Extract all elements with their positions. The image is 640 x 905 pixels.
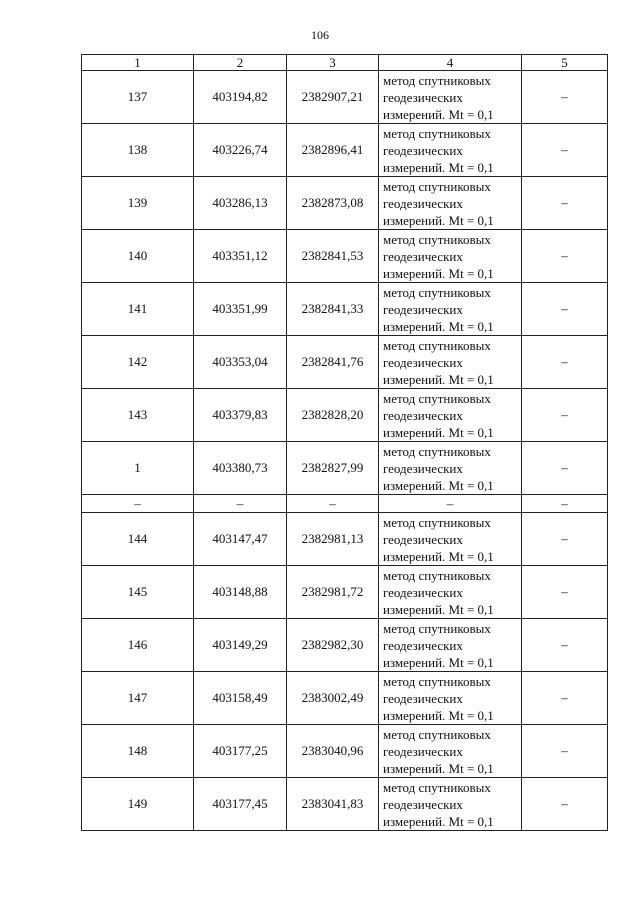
table-row (82, 566, 608, 619)
point-number-cell: 137 (82, 71, 194, 124)
note-cell: – (522, 283, 608, 336)
point-number-cell: 138 (82, 124, 194, 177)
note-cell: – (522, 71, 608, 124)
y-coordinate-cell: 2382841,33 (287, 283, 379, 336)
method-line: метод спутниковых (383, 514, 491, 530)
x-coordinate-cell: 403158,49 (194, 672, 287, 725)
method-line: метод спутниковых (383, 390, 491, 406)
table-row (82, 124, 608, 177)
separator-row (82, 495, 608, 513)
method-line: геодезических (383, 531, 463, 547)
method-line: измерений. Mt = 0,1 (383, 424, 494, 440)
table-row (82, 389, 608, 442)
x-coordinate-cell: 403351,99 (194, 283, 287, 336)
method-cell (379, 336, 522, 389)
note-cell: – (522, 389, 608, 442)
method-line: измерений. Mt = 0,1 (383, 654, 494, 670)
point-number-cell: 146 (82, 619, 194, 672)
method-line: метод спутниковых (383, 337, 491, 353)
method-cell (379, 230, 522, 283)
y-coordinate-cell: 2382841,53 (287, 230, 379, 283)
method-line: метод спутниковых (383, 620, 491, 636)
table-row (82, 778, 608, 831)
separator-cell: – (522, 495, 608, 513)
method-line: измерений. Mt = 0,1 (383, 707, 494, 723)
method-line: метод спутниковых (383, 284, 491, 300)
method-line: геодезических (383, 460, 463, 476)
method-line: измерений. Mt = 0,1 (383, 813, 494, 829)
column-header: 1 (82, 55, 194, 71)
method-cell (379, 442, 522, 495)
x-coordinate-cell: 403177,45 (194, 778, 287, 831)
method-line: измерений. Mt = 0,1 (383, 265, 494, 281)
x-coordinate-cell: 403194,82 (194, 71, 287, 124)
note-cell: – (522, 230, 608, 283)
method-line: метод спутниковых (383, 178, 491, 194)
note-cell: – (522, 336, 608, 389)
method-cell (379, 513, 522, 566)
method-cell (379, 389, 522, 442)
method-cell (379, 177, 522, 230)
method-line: измерений. Mt = 0,1 (383, 212, 494, 228)
note-cell: – (522, 778, 608, 831)
method-line: геодезических (383, 584, 463, 600)
method-line: геодезических (383, 743, 463, 759)
x-coordinate-cell: 403286,13 (194, 177, 287, 230)
point-number-cell: 142 (82, 336, 194, 389)
table-row (82, 619, 608, 672)
method-line: метод спутниковых (383, 726, 491, 742)
column-header: 5 (522, 55, 608, 71)
separator-cell: – (82, 495, 194, 513)
point-number-cell: 1 (82, 442, 194, 495)
x-coordinate-cell: 403353,04 (194, 336, 287, 389)
method-cell (379, 283, 522, 336)
y-coordinate-cell: 2382981,13 (287, 513, 379, 566)
table-row (82, 672, 608, 725)
y-coordinate-cell: 2382841,76 (287, 336, 379, 389)
point-number-cell: 144 (82, 513, 194, 566)
table-row (82, 283, 608, 336)
method-cell (379, 566, 522, 619)
y-coordinate-cell: 2383040,96 (287, 725, 379, 778)
point-number-cell: 143 (82, 389, 194, 442)
table-row (82, 725, 608, 778)
table-row (82, 177, 608, 230)
method-cell (379, 71, 522, 124)
y-coordinate-cell: 2382827,99 (287, 442, 379, 495)
separator-cell: – (287, 495, 379, 513)
note-cell: – (522, 725, 608, 778)
method-line: измерений. Mt = 0,1 (383, 318, 494, 334)
point-number-cell: 140 (82, 230, 194, 283)
x-coordinate-cell: 403148,88 (194, 566, 287, 619)
x-coordinate-cell: 403379,83 (194, 389, 287, 442)
point-number-cell: 139 (82, 177, 194, 230)
note-cell: – (522, 442, 608, 495)
method-line: измерений. Mt = 0,1 (383, 159, 494, 175)
method-line: измерений. Mt = 0,1 (383, 548, 494, 564)
point-number-cell: 145 (82, 566, 194, 619)
table-row (82, 230, 608, 283)
y-coordinate-cell: 2382907,21 (287, 71, 379, 124)
method-line: измерений. Mt = 0,1 (383, 106, 494, 122)
method-line: метод спутниковых (383, 443, 491, 459)
page-number: 106 (311, 28, 329, 42)
point-number-cell: 141 (82, 283, 194, 336)
note-cell: – (522, 566, 608, 619)
method-cell (379, 124, 522, 177)
point-number-cell: 149 (82, 778, 194, 831)
method-line: метод спутниковых (383, 72, 491, 88)
method-line: геодезических (383, 354, 463, 370)
method-cell (379, 619, 522, 672)
column-header: 2 (194, 55, 287, 71)
x-coordinate-cell: 403226,74 (194, 124, 287, 177)
method-line: геодезических (383, 690, 463, 706)
y-coordinate-cell: 2383041,83 (287, 778, 379, 831)
column-header: 3 (287, 55, 379, 71)
x-coordinate-cell: 403147,47 (194, 513, 287, 566)
method-line: геодезических (383, 89, 463, 105)
x-coordinate-cell: 403380,73 (194, 442, 287, 495)
method-line: метод спутниковых (383, 567, 491, 583)
method-line: измерений. Mt = 0,1 (383, 760, 494, 776)
note-cell: – (522, 672, 608, 725)
method-line: измерений. Mt = 0,1 (383, 371, 494, 387)
method-line: геодезических (383, 195, 463, 211)
y-coordinate-cell: 2383002,49 (287, 672, 379, 725)
method-line: геодезических (383, 637, 463, 653)
separator-cell: – (379, 495, 522, 513)
method-cell (379, 778, 522, 831)
point-number-cell: 147 (82, 672, 194, 725)
table-row (82, 513, 608, 566)
y-coordinate-cell: 2382873,08 (287, 177, 379, 230)
method-line: геодезических (383, 248, 463, 264)
table-row (82, 336, 608, 389)
method-cell (379, 672, 522, 725)
note-cell: – (522, 619, 608, 672)
method-line: измерений. Mt = 0,1 (383, 477, 494, 493)
coordinates-table (81, 54, 608, 831)
column-header: 4 (379, 55, 522, 71)
note-cell: – (522, 124, 608, 177)
table-row (82, 442, 608, 495)
x-coordinate-cell: 403177,25 (194, 725, 287, 778)
note-cell: – (522, 513, 608, 566)
method-line: метод спутниковых (383, 779, 491, 795)
y-coordinate-cell: 2382896,41 (287, 124, 379, 177)
method-line: метод спутниковых (383, 231, 491, 247)
y-coordinate-cell: 2382982,30 (287, 619, 379, 672)
note-cell: – (522, 177, 608, 230)
method-line: геодезических (383, 407, 463, 423)
method-line: геодезических (383, 142, 463, 158)
table-row (82, 71, 608, 124)
y-coordinate-cell: 2382828,20 (287, 389, 379, 442)
method-line: метод спутниковых (383, 125, 491, 141)
method-cell (379, 725, 522, 778)
separator-cell: – (194, 495, 287, 513)
method-line: геодезических (383, 796, 463, 812)
method-line: метод спутниковых (383, 673, 491, 689)
point-number-cell: 148 (82, 725, 194, 778)
y-coordinate-cell: 2382981,72 (287, 566, 379, 619)
method-line: геодезических (383, 301, 463, 317)
x-coordinate-cell: 403149,29 (194, 619, 287, 672)
method-line: измерений. Mt = 0,1 (383, 601, 494, 617)
table-header-row (82, 55, 608, 71)
x-coordinate-cell: 403351,12 (194, 230, 287, 283)
